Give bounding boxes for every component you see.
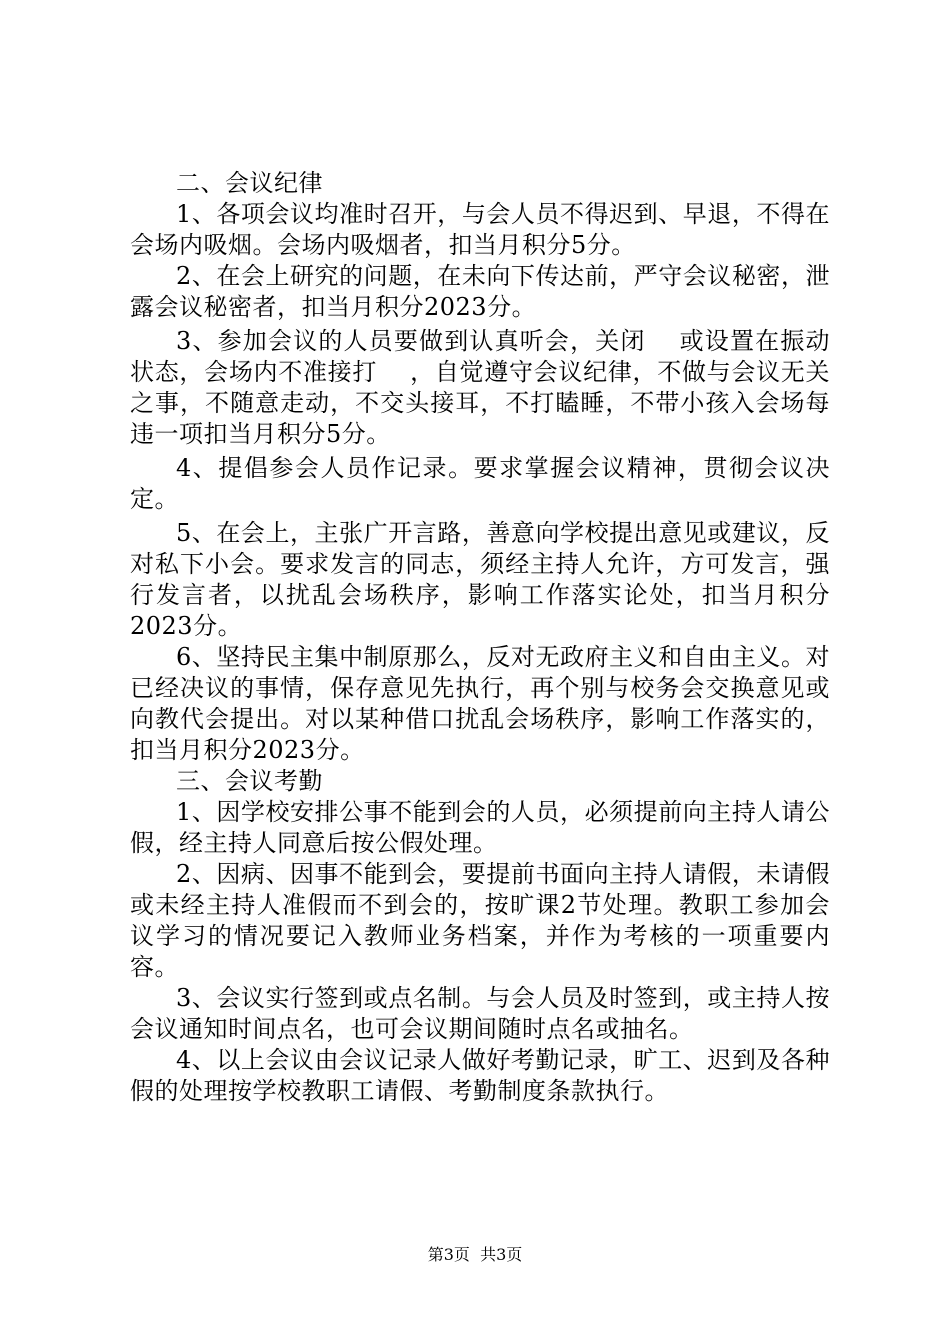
- document-body: [130, 168, 830, 1107]
- attendance-item-2: 2、因病、因事不能到会，要提前书面向主持人请假，未请假或未经主持人准假而不到会的，按旷课2节处理。教职工参加会议学习的情况要记入教师业务档案，并作为考核的一项重要内容。: [130, 860, 830, 981]
- page-number-footer: 第3页 共3页: [427, 1245, 523, 1264]
- attendance-item-1: 1、因学校安排公事不能到会的人员，必须提前向主持人请公假，经主持人同意后按公假处理。: [130, 798, 830, 857]
- section-heading-meeting-attendance: 三、会议考勤: [176, 767, 323, 795]
- discipline-item-4: 4、提倡参会人员作记录。要求掌握会议精神，贯彻会议决定。: [130, 454, 830, 513]
- discipline-item-2: 2、在会上研究的问题，在未向下传达前，严守会议秘密，泄露会议秘密者，扣当月积分2023分。: [130, 262, 830, 321]
- discipline-item-3: 3、参加会议的人员要做到认真听会，关闭 或设置在振动状态，会场内不准接打 ，自觉遵守会议纪律，不做与会议无关之事，不随意走动，不交头接耳，不打瞌睡，不带小孩入会场每违一项扣当月积分5分。: [130, 327, 830, 448]
- discipline-item-1: 1、各项会议均准时召开，与会人员不得迟到、早退，不得在会场内吸烟。会场内吸烟者，扣当月积分5分。: [130, 200, 830, 259]
- attendance-item-4: 4、以上会议由会议记录人做好考勤记录，旷工、迟到及各种假的处理按学校教职工请假、考勤制度条款执行。: [130, 1046, 830, 1105]
- section-heading-meeting-discipline: 二、会议纪律: [176, 169, 323, 197]
- discipline-item-5: 5、在会上，主张广开言路，善意向学校提出意见或建议，反对私下小会。要求发言的同志，须经主持人允许，方可发言，强行发言者，以扰乱会场秩序，影响工作落实论处，扣当月积分2023分。: [130, 519, 830, 640]
- attendance-item-3: 3、会议实行签到或点名制。与会人员及时签到，或主持人按会议通知时间点名，也可会议期间随时点名或抽名。: [130, 984, 830, 1043]
- discipline-item-6: 6、坚持民主集中制原那么，反对无政府主义和自由主义。对已经决议的事情，保存意见先执行，再个别与校务会交换意见或向教代会提出。对以某种借口扰乱会场秩序，影响工作落实的，扣当月积分2023分。: [130, 643, 830, 764]
